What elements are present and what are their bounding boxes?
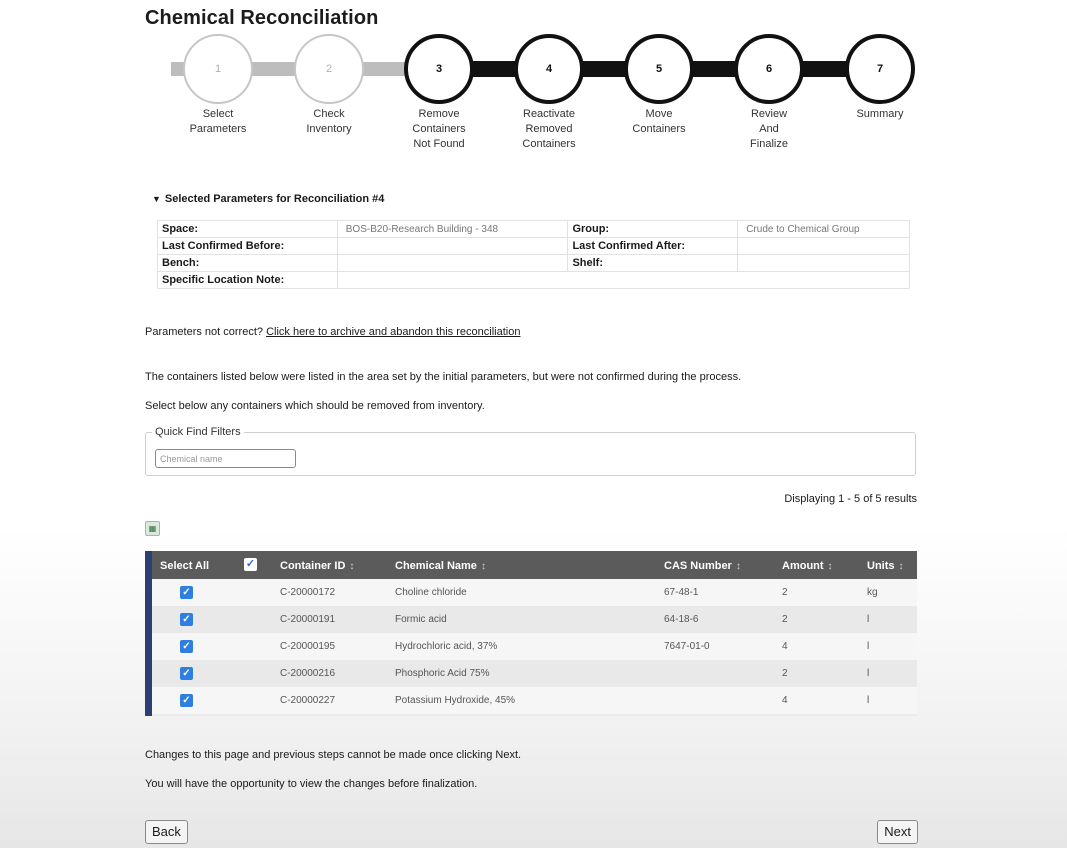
container-id-cell: C-20000195: [280, 641, 336, 652]
last-confirmed-before-value: [337, 238, 568, 255]
chemical-name-cell: Potassium Hydroxide, 45%: [395, 695, 516, 706]
step-summary[interactable]: [825, 34, 935, 122]
step-label: Remove Containers Not Found: [412, 108, 466, 150]
units-cell: l: [867, 668, 870, 679]
units-cell: l: [867, 641, 870, 652]
row-select-checkbox[interactable]: ✓: [180, 694, 193, 707]
step-select-parameters[interactable]: [163, 34, 273, 137]
next-button[interactable]: Next: [877, 820, 918, 844]
quick-find-filters: [145, 426, 916, 476]
chemical-name-cell: Phosphoric Acid 75%: [395, 668, 490, 679]
row-select-checkbox[interactable]: ✓: [180, 667, 193, 680]
table-row[interactable]: [152, 606, 917, 633]
cas-number-cell: 67-48-1: [664, 587, 699, 598]
shelf-value: [738, 255, 910, 272]
units-cell: l: [867, 695, 870, 706]
sort-icon: ↕: [349, 561, 355, 572]
quick-find-legend: Quick Find Filters: [152, 426, 244, 438]
results-count-text: Displaying 1 - 5 of 5 results: [784, 493, 917, 505]
step-review-finalize[interactable]: [714, 34, 824, 152]
sort-icon: ↕: [898, 561, 904, 572]
sort-icon: ↕: [827, 561, 833, 572]
last-confirmed-after-value: [738, 238, 910, 255]
container-id-cell: C-20000191: [280, 614, 336, 625]
cas-number-cell: 64-18-6: [664, 614, 699, 625]
table-row[interactable]: [152, 687, 917, 714]
cas-number-header-label: CAS Number: [664, 560, 732, 572]
location-note-label: Specific Location Note:: [158, 272, 338, 289]
amount-cell: 4: [782, 695, 788, 706]
last-confirmed-after-label: Last Confirmed After:: [568, 238, 738, 255]
parameters-row: [158, 272, 910, 289]
shelf-label: Shelf:: [568, 255, 738, 272]
step-circle: 4: [514, 34, 584, 104]
row-select-checkbox[interactable]: ✓: [180, 586, 193, 599]
table-row[interactable]: [152, 579, 917, 606]
amount-cell: 2: [782, 668, 788, 679]
space-label: Space:: [158, 221, 338, 238]
group-label: Group:: [568, 221, 738, 238]
step-label: Select Parameters: [189, 108, 247, 135]
bench-value: [337, 255, 568, 272]
container-id-cell: C-20000172: [280, 587, 336, 598]
parameters-row: [158, 221, 910, 238]
chemical-name-cell: Hydrochloric acid, 37%: [395, 641, 498, 652]
grid-header: [152, 551, 917, 579]
table-row[interactable]: [152, 633, 917, 660]
export-excel-icon[interactable]: ▦: [145, 521, 160, 536]
step-circle: 2: [294, 34, 364, 104]
column-header-chemical-name[interactable]: [395, 560, 486, 572]
last-confirmed-before-label: Last Confirmed Before:: [158, 238, 338, 255]
containers-grid: [145, 551, 917, 716]
wizard-stepper: [145, 34, 920, 159]
group-value: Crude to Chemical Group: [738, 221, 910, 238]
parameters-row: [158, 238, 910, 255]
parameters-title: Selected Parameters for Reconciliation #4: [164, 193, 385, 205]
amount-cell: 4: [782, 641, 788, 652]
step-circle: 7: [845, 34, 915, 104]
chemical-name-header-label: Chemical Name: [395, 560, 477, 572]
step-check-inventory[interactable]: [274, 34, 384, 137]
sort-icon: ↕: [735, 561, 741, 572]
row-select-checkbox[interactable]: ✓: [180, 613, 193, 626]
amount-cell: 2: [782, 614, 788, 625]
containers-description: The containers listed below were listed in the area set by the initial parameters, but were not confirmed during the process.: [145, 371, 742, 383]
select-instruction: Select below any containers which should be removed from inventory.: [145, 400, 485, 412]
step-circle: 3: [404, 34, 474, 104]
finalization-info-text: You will have the opportunity to view the changes before finalization.: [145, 778, 478, 790]
chemical-name-cell: Formic acid: [395, 614, 447, 625]
back-button[interactable]: Back: [145, 820, 188, 844]
step-label: Move Containers: [632, 108, 686, 135]
amount-cell: 2: [782, 587, 788, 598]
step-circle: 1: [183, 34, 253, 104]
step-label: Review And Finalize: [750, 108, 788, 150]
amount-header-label: Amount: [782, 560, 824, 572]
cas-number-cell: 7647-01-0: [664, 641, 710, 652]
select-all-label: Select All: [160, 560, 210, 572]
units-header-label: Units: [867, 560, 895, 572]
step-move-containers[interactable]: [604, 34, 714, 137]
parameters-table: [157, 220, 910, 289]
step-remove-containers[interactable]: [384, 34, 494, 152]
step-circle: 6: [734, 34, 804, 104]
column-header-units[interactable]: [867, 560, 904, 572]
step-label: Summary: [856, 108, 904, 120]
step-label: Reactivate Removed Containers: [522, 108, 576, 150]
space-value: BOS-B20-Research Building - 348: [337, 221, 568, 238]
select-all-checkbox[interactable]: ✓: [245, 558, 256, 570]
column-header-cas-number[interactable]: [664, 560, 741, 572]
row-select-checkbox[interactable]: ✓: [180, 640, 193, 653]
container-id-cell: C-20000227: [280, 695, 336, 706]
parameters-toggle[interactable]: [152, 193, 384, 205]
step-label: Check Inventory: [306, 108, 352, 135]
step-circle: 5: [624, 34, 694, 104]
bench-label: Bench:: [158, 255, 338, 272]
container-id-header-label: Container ID: [280, 560, 346, 572]
params-question: Parameters not correct?: [145, 326, 263, 338]
table-row[interactable]: [152, 660, 917, 687]
archive-reconciliation-link[interactable]: Click here to archive and abandon this reconciliation: [266, 326, 521, 338]
collapse-triangle-icon: ▼: [152, 194, 161, 204]
chemical-name-cell: Choline chloride: [395, 587, 467, 598]
column-header-container-id[interactable]: [280, 560, 354, 572]
chemical-name-filter-input[interactable]: [155, 449, 296, 468]
sort-icon: ↕: [480, 561, 486, 572]
grid-left-accent: [145, 551, 152, 716]
location-note-value: [337, 272, 909, 289]
column-header-amount[interactable]: [782, 560, 833, 572]
results-count: [784, 493, 917, 505]
page-title: Chemical Reconciliation: [145, 7, 379, 29]
step-reactivate-containers[interactable]: [494, 34, 604, 152]
parameters-notice: [145, 326, 520, 338]
units-cell: kg: [867, 587, 878, 598]
next-warning-text: Changes to this page and previous steps cannot be made once clicking Next.: [145, 749, 522, 761]
reconciliation-page: [145, 0, 920, 848]
container-id-cell: C-20000216: [280, 668, 336, 679]
units-cell: l: [867, 614, 870, 625]
parameters-row: [158, 255, 910, 272]
